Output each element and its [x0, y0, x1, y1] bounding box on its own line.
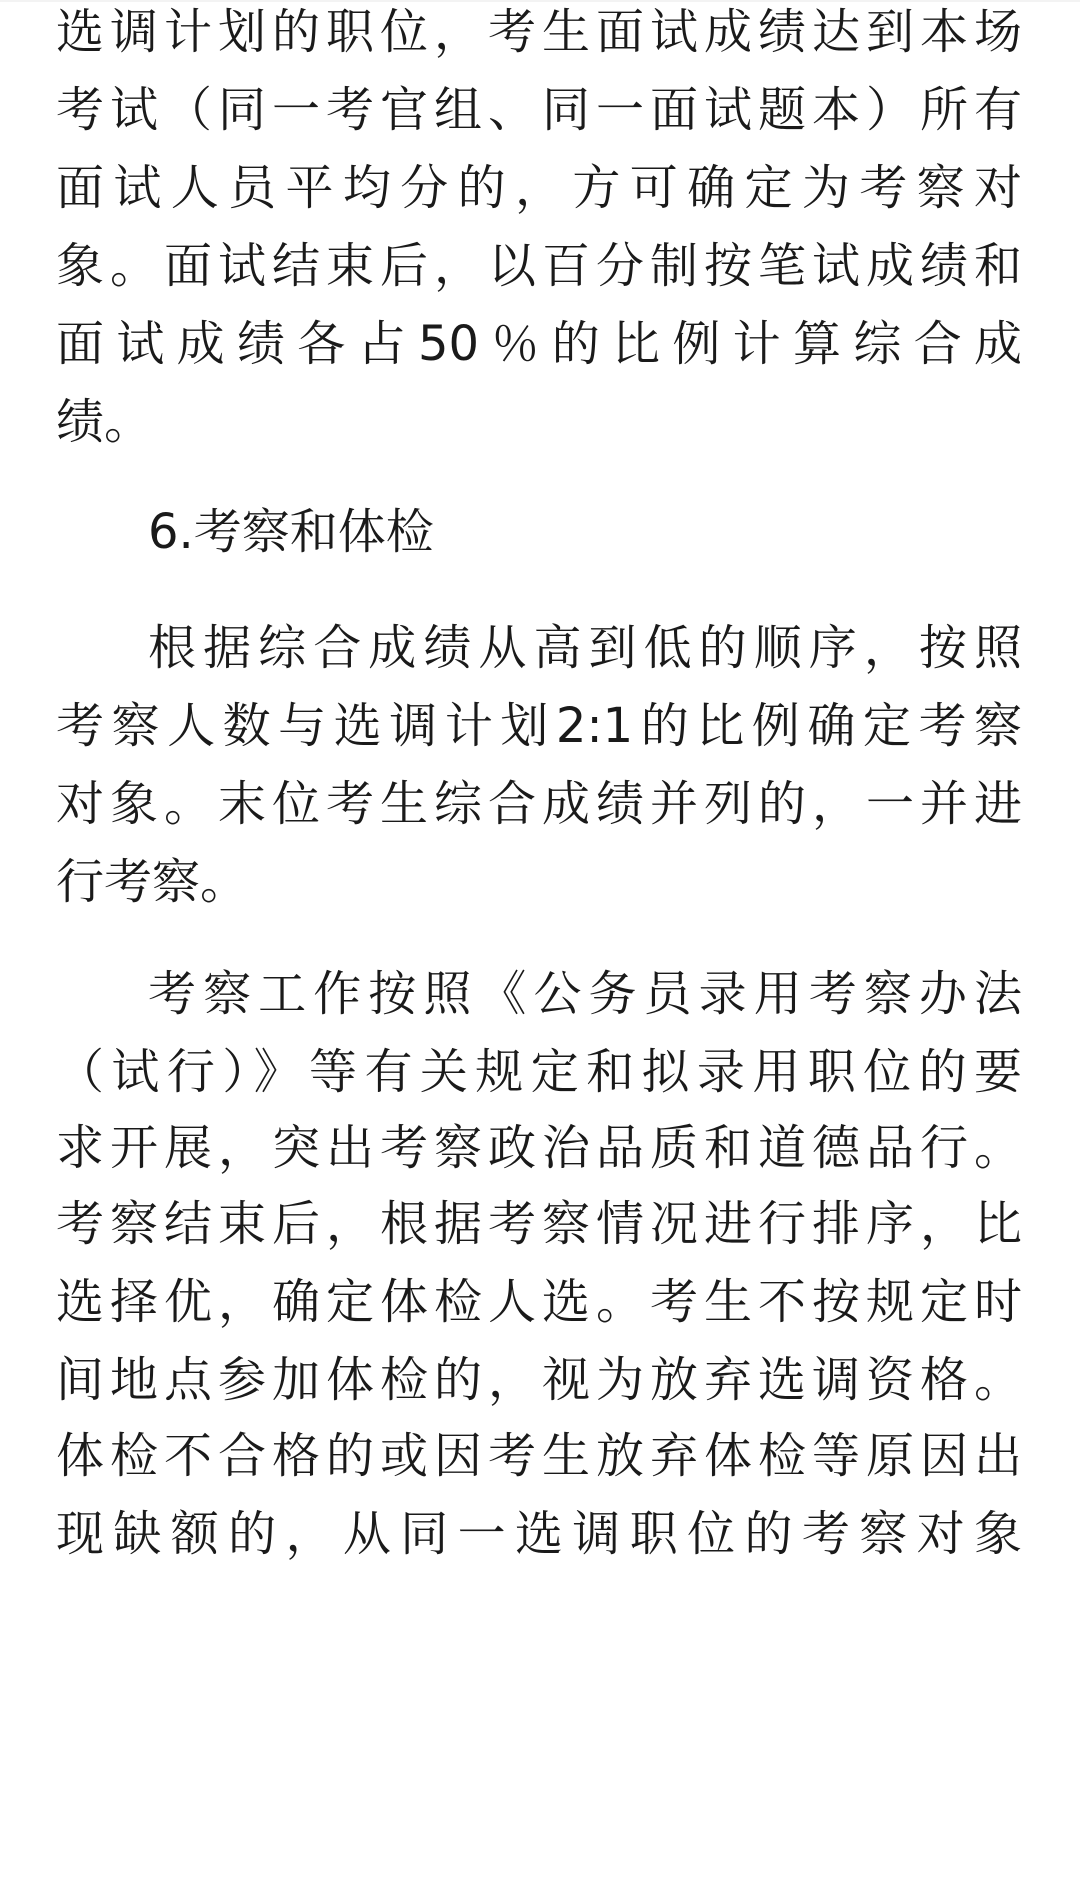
text-line: 对象。末位考生综合成绩并列的，一并进 [56, 776, 1022, 832]
text-line: 体检不合格的或因考生放弃体检等原因出 [56, 1428, 1022, 1484]
text-line: 考察工作按照《公务员录用考察办法 [148, 966, 1022, 1022]
text-line: 行考察。 [56, 854, 249, 910]
text-line: 绩。 [56, 394, 153, 450]
text-line: 现缺额的，从同一选调职位的考察对象 [56, 1506, 1022, 1562]
text-line: 选调计划的职位，考生面试成绩达到本场 [56, 4, 1022, 60]
text-line: 间地点参加体检的，视为放弃选调资格。 [56, 1352, 1022, 1408]
text-line: 根据综合成绩从高到低的顺序，按照 [148, 620, 1022, 676]
text-line: 面试成绩各占50％的比例计算综合成 [56, 316, 1022, 372]
text-line: （试行）》等有关规定和拟录用职位的要 [56, 1044, 1022, 1100]
text-line: 考察人数与选调计划2:1的比例确定考察 [56, 698, 1022, 754]
text-line: 选择优，确定体检人选。考生不按规定时 [56, 1274, 1022, 1330]
text-line: 考试（同一考官组、同一面试题本）所有 [56, 82, 1022, 138]
text-line: 面试人员平均分的，方可确定为考察对 [56, 160, 1022, 216]
section-heading: 6.考察和体检 [148, 504, 434, 560]
text-line: 象。面试结束后，以百分制按笔试成绩和 [56, 238, 1022, 294]
text-line: 求开展，突出考察政治品质和道德品行。 [56, 1120, 1022, 1176]
text-line: 考察结束后，根据考察情况进行排序，比 [56, 1196, 1022, 1252]
